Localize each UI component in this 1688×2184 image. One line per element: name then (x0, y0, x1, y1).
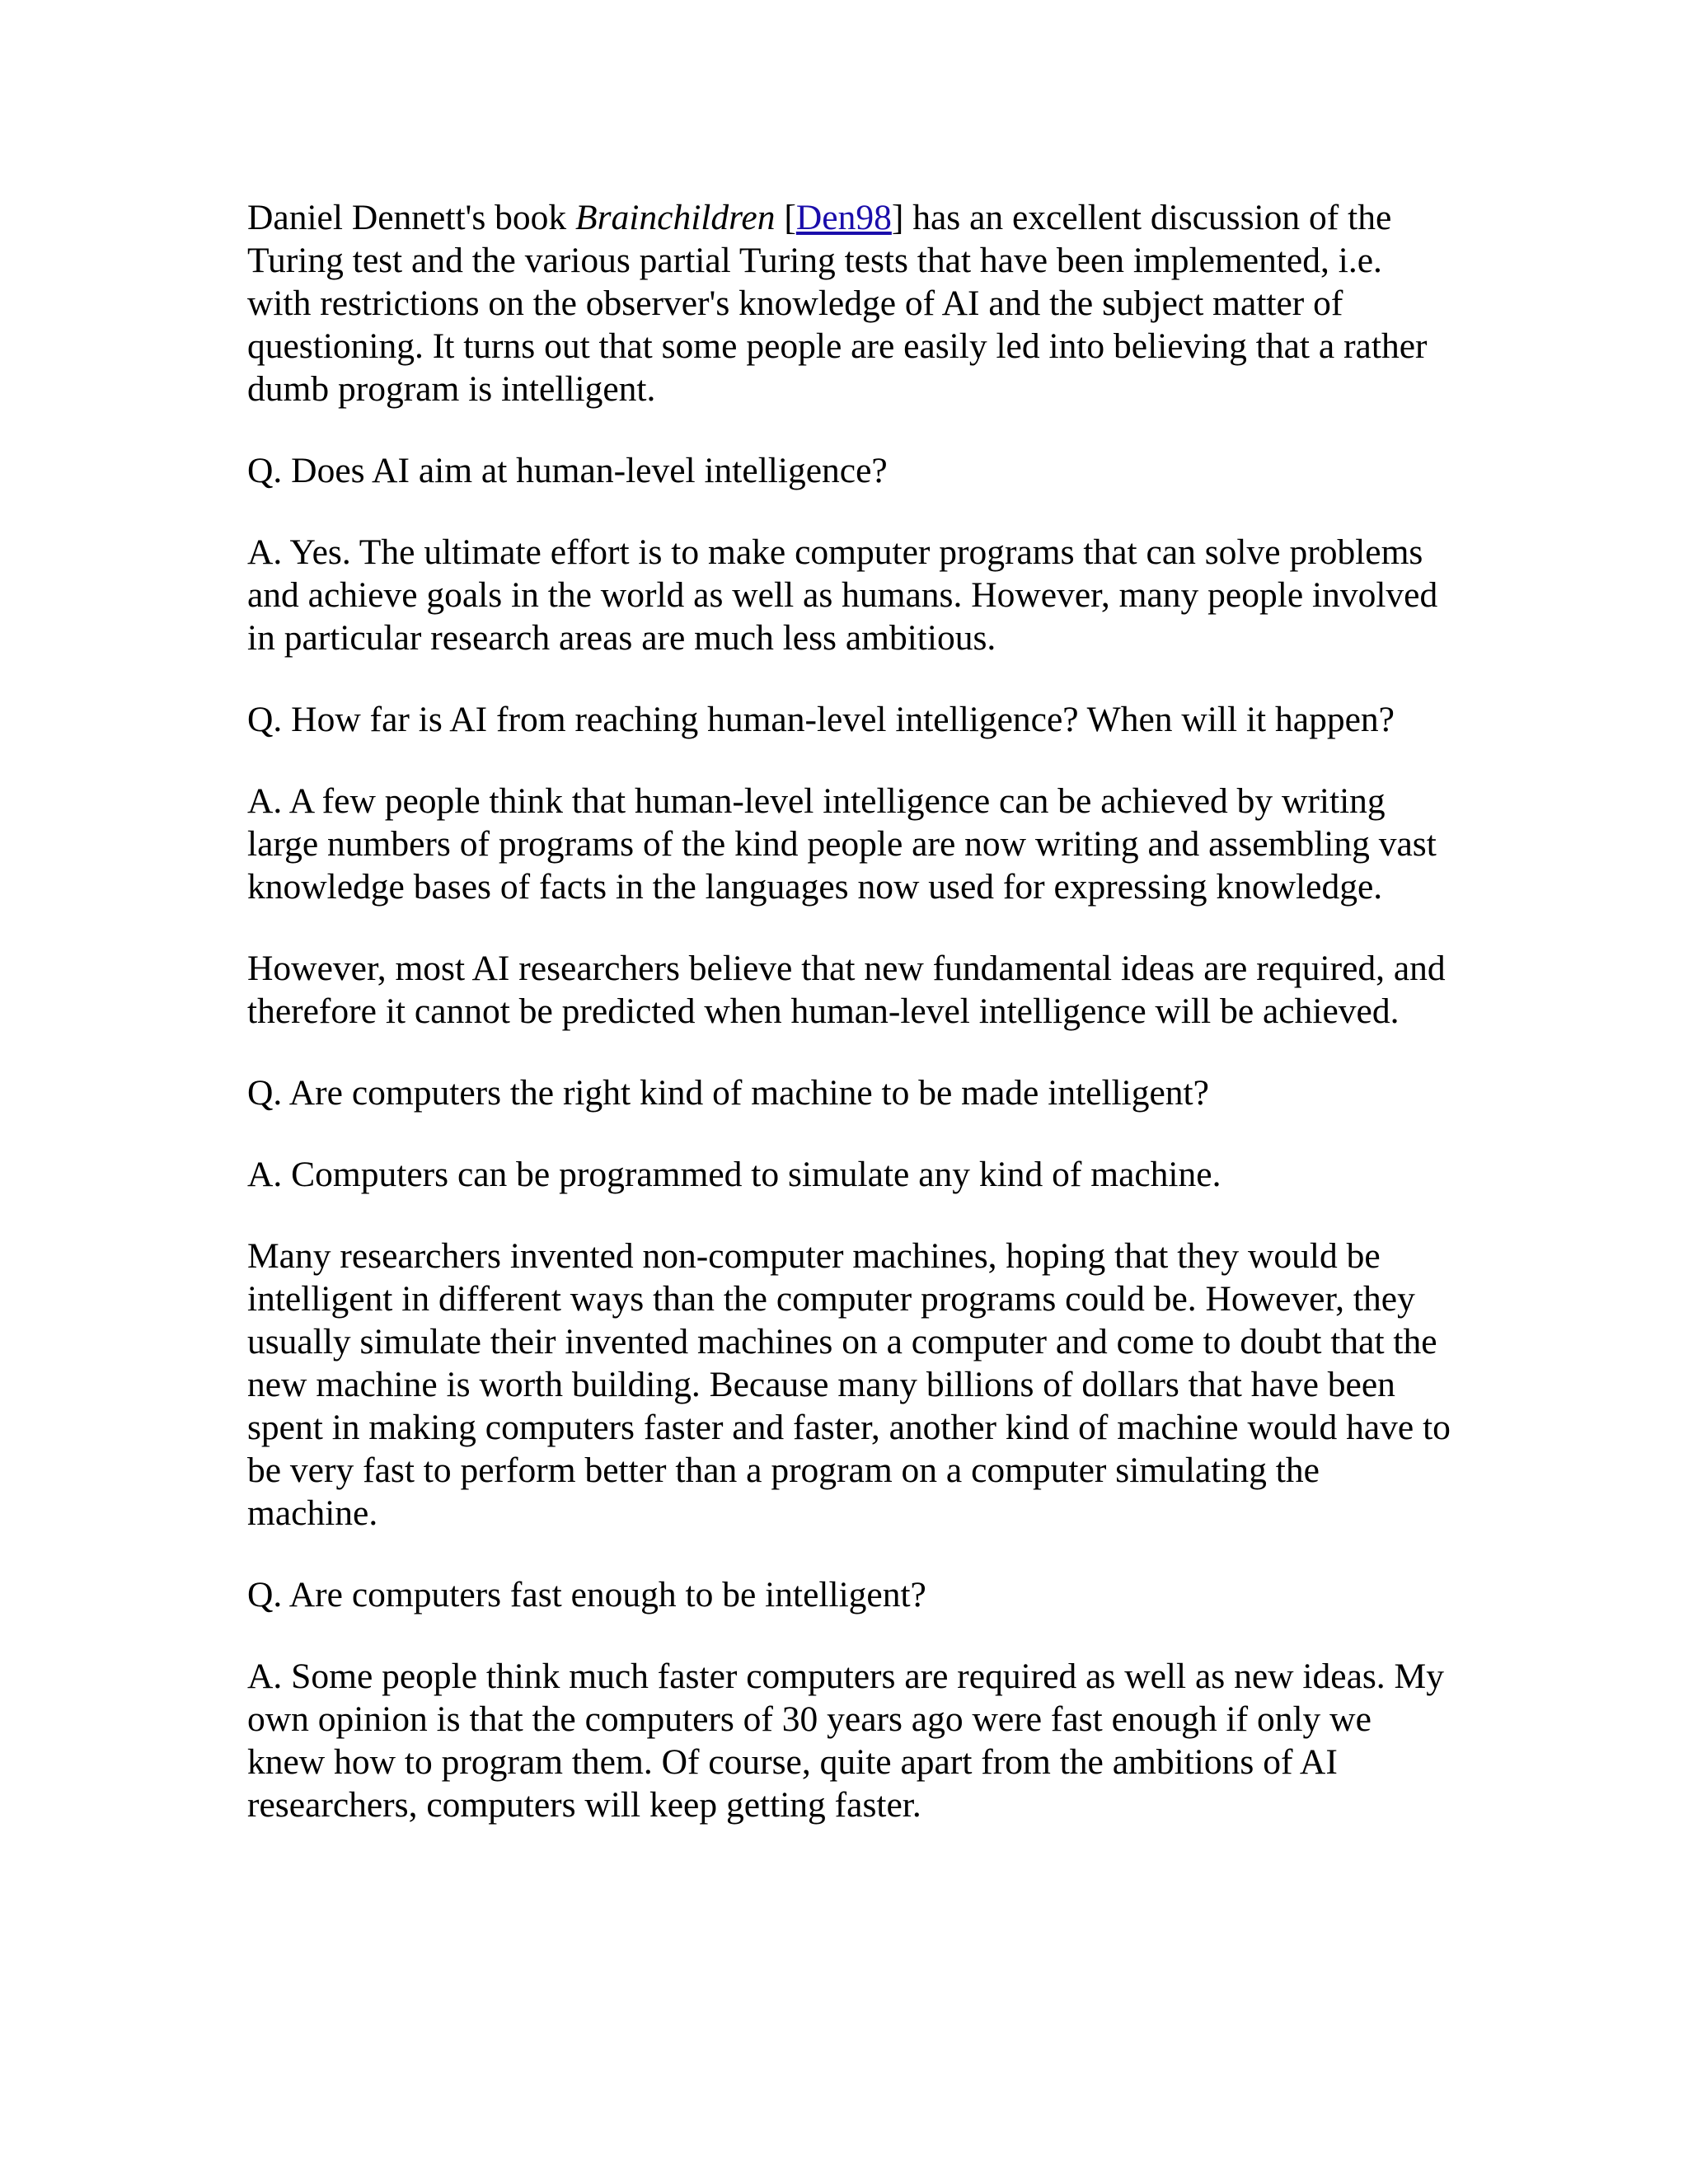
citation-bracket-open: [ (775, 198, 796, 237)
question-right-machine: Q. Are computers the right kind of machine to be made intelligent? (247, 1073, 1209, 1113)
paragraph-brainchildren (247, 196, 1451, 410)
document-body (247, 196, 1451, 1865)
book-title: Brainchildren (575, 198, 776, 237)
answer-fast-enough: A. Some people think much faster computers are required as well as new ideas. My own opinion is that the computers of 30 years ago were fast enough if only we knew how to program them. Of course, quite apart from the ambitions of AI researchers, computers will keep getting faster. (247, 1657, 1444, 1825)
answer-right-machine-continued: Many researchers invented non-computer machines, hoping that they would be intelligent in different ways than the computer programs could be. However, they usually simulate their invented machines on a computer and come to doubt that the new machine is worth building. Because many billions of dollars that have been spent in making computers faster and faster, another kind of machine would have to be very fast to perform better than a program on a computer simulating the machine. (247, 1236, 1451, 1533)
citation-link-den98[interactable]: Den98 (795, 198, 892, 237)
paragraph-text: Daniel Dennett's book (247, 198, 576, 237)
paragraph-text: ] has an excellent discussion of the Turing test and the various partial Turing tests that have been implemented, i.e. with restrictions on the observer's knowledge of AI and the subject matter of questioning. It turns out that some people are easily led into believing that a rather dumb program is intelligent. (247, 198, 1428, 409)
question-human-level-aim: Q. Does AI aim at human-level intelligence? (247, 451, 888, 490)
question-fast-enough: Q. Are computers fast enough to be intelligent? (247, 1575, 926, 1615)
answer-how-far: A. A few people think that human-level intelligence can be achieved by writing large numbers of programs of the kind people are now writing and assembling vast knowledge bases of facts in the languages now used for expressing knowledge. (247, 781, 1437, 907)
answer-right-machine: A. Computers can be programmed to simulate any kind of machine. (247, 1155, 1221, 1194)
answer-how-far-continued: However, most AI researchers believe that new fundamental ideas are required, and therefore it cannot be predicted when human-level intelligence will be achieved. (247, 949, 1446, 1031)
question-how-far: Q. How far is AI from reaching human-level intelligence? When will it happen? (247, 700, 1395, 739)
answer-human-level-aim: A. Yes. The ultimate effort is to make computer programs that can solve problems and achieve goals in the world as well as humans. However, many people involved in particular research areas are much less ambitious. (247, 532, 1438, 658)
